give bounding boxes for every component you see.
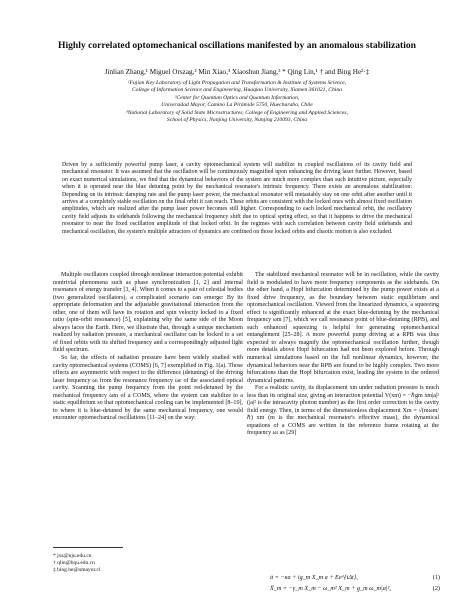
body-paragraph: The stabilized mechanical resonator will be in oscillation, while the cavity field is modulated to have more frequency components as the sidebands. On the other hand, a Hopf bifurcation determined by the pump power exists at a fixed drive frequency, as the boundary between static equilibrium and optomechanical oscillation. Viewed from the linearized dynamics, a squeezing effect is significantly enhanced at the exact blue-detuning by the mechanical frequency ωm [7], which we call resonance point of blue-detuning (RPB), and such enhanced squeezing is helpful for generating optomechanical entanglement [25–28]. A more powerful pump driving at a RPB was thus expected to always magnify the optomechanical oscillation further, though more details above Hopf bifurcation had not been explored before. Through numerical simulations based on the full nonlinear dynamics, however, the dynamical behaviors near the RPB are found to be highly complex. Two more bifurcations than the Hopf bifurcation exist, leading the system to the ordered dynamical patterns. [247, 272, 439, 384]
affiliations [60, 80, 414, 124]
equation-2 [270, 585, 440, 593]
body-paragraph: Multiple oscillators coupled through nonlinear interaction potential exhibit nontrivial phenomena such as phase synchronization [1, 2] and internal resonance of energy transfer [3, 4]. When it comes to a pair of celestial bodies (two generalized oscillators), a complicated scenario can emerge: By its appropriate deformation and the adjustable gravitational interaction from the other, one of them will have its rotation and spin velocity locked to a fixed ratio (spin-orbit resonance) [5], explaining why the same side of the Moon always faces the Earth. Here, we illustrate that, through a unique mechanism realized by radiation pressure, a mechanical oscillator can be locked to a set of fixed orbits with its shifted frequency and a correspondingly adjusted light field spectrum. [53, 272, 243, 354]
equation-number: (1) [432, 574, 440, 581]
affiliation-line: College of Information Science and Engineering, Huaqiao University, Xiamen 361021, China [132, 87, 342, 94]
footnote-email[interactable]: † qlin@hqu.edu.cn [53, 560, 95, 566]
body-paragraph: For a realistic cavity, its displacement xm under radiation pressure is much less than its original size, giving an interaction potential V(xm) = −ℏgm xm|a|² (|a|² is the intracavity photon number) as the first order correction to the cavity field energy. Then, in terms of the dimensionless displacement Xm = √(mωm/ℏ) xm (m is the mechanical resonator's effective mass), the dynamical equations of a COMS are written in the reference frame rotating at the frequency ωₗ as [29] [247, 385, 439, 437]
left-column [53, 272, 243, 423]
equation-number: (2) [432, 585, 440, 592]
abstract: Driven by a sufficiently powerful pump laser, a cavity optomechanical system will stabilize in coupled oscillations of its cavity field and mechanical resonator. It was assumed that the oscillation will be continuously magnified upon enhancing the driving laser further. However, based on exact numerical simulations, we find that the dynamical behaviors of the system are much more complex than such intuitive picture, especially when it is operated near the blue detuning point by the mechanical resonator's intrinsic frequency. There exists an anomalous stabilization: Depending on its intrinsic damping rate and the pump laser power, the mechanical resonator will metastably stay on one orbit after another until it arrives at a completely stable oscillation on the final orbit it can reach. These orbits are consistent with the locked ones with almost fixed oscillation amplitudes, which are realized after the pump laser power becomes still higher. Corresponding to each locked mechanical orbit, the oscillatory cavity field adjusts its sidebands following the mechanical frequency shift due to optical spring effect, so that it happens to drive the mechanical resonator to near the fixed oscillation amplitude of that locked orbit. In the regimes with such correlation between cavity field sidebands and mechanical oscillation, the system's multiple attractors of dynamics are confined on those locked orbits and chaotic motion is also excluded. [62, 162, 412, 235]
paper-title: Highly correlated optomechanical oscillations manifested by an anomalous stabilization [58, 40, 416, 51]
body-paragraph: So far, the effects of radiation pressure have been widely studied with cavity optomechanical systems (COMS) [6, 7] exemplified in Fig. 1(a). Those effects are asymmetric with respect to the difference (detuning) of the driving laser frequency ωₗ from the resonance frequency ωc of the associated optical cavity. Scanning the pump frequency from the point red-detuned by the mechanical frequency ωm of a COMS, where the system can stabilize to a static equilibrium so that optomechanical cooling can be implemented [8–10], to where it is blue-detuned by the same mechanical frequency, one would encounter optomechanical oscillations [11–24] on the way: [53, 355, 243, 422]
equation-text: ȧ = −κa + ig_m X_m a + Ee^{iΔt}, [270, 574, 358, 581]
right-column [247, 272, 439, 438]
equation-text: Ẍ_m = −γ_m Ẋ_m − ω_m² X_m + g_m ω_m|a|², [270, 585, 391, 592]
footnote-email[interactable]: ‡ bing.he@umayor.cl [53, 567, 101, 573]
footnote-divider [53, 547, 123, 548]
footnote-email[interactable]: * jxs@nju.edu.cn [53, 553, 92, 559]
affiliation-line: Universidad Mayor, Camino La Pirámide 5750, Huechuraba, Chile [161, 102, 313, 109]
affiliation-line: ¹Fujian Key Laboratory of Light Propagation and Transformation & Institute of Systems Science, [127, 80, 347, 86]
affiliation-line: ²Center for Quantum Optics and Quantum Information, [174, 94, 300, 101]
footnotes [53, 553, 243, 574]
affiliation-line: ³National Laboratory of Solid State Microstructures, College of Engineering and Applied Sciences, [126, 109, 348, 116]
equation-1 [270, 574, 440, 582]
affiliation-line: School of Physics, Nanjing University, Nanjing 210093, China [166, 117, 308, 124]
author-list: Jinlian Zhang,¹ Miguel Orszag,² Min Xiao,³ Xiaoshun Jiang,³ * Qing Lin,¹ † and Bing He²·‡ [104, 68, 370, 76]
